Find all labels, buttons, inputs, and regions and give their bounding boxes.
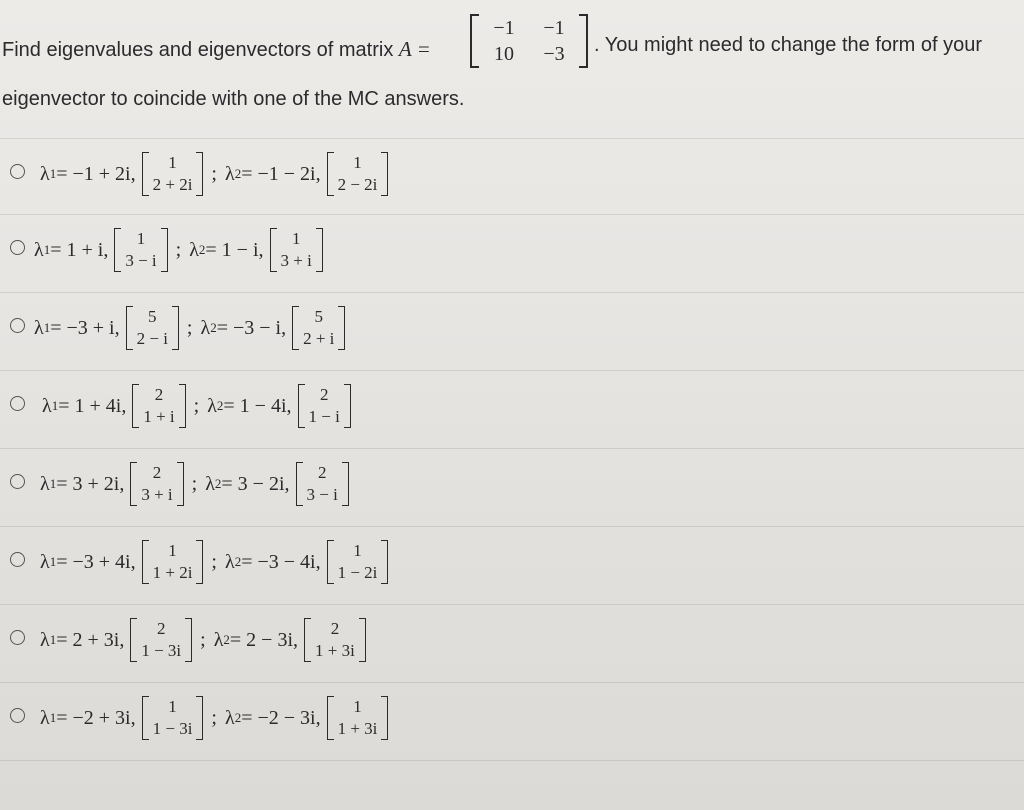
vector-left-bracket: [114, 228, 121, 272]
vector-left-bracket: [142, 696, 149, 740]
vector-right-bracket: [381, 152, 388, 196]
lambda-subscript: 1: [43, 242, 51, 257]
vector-right-bracket: [161, 228, 168, 272]
matrix-cell-22: −3: [543, 43, 565, 65]
eigenvector: [270, 228, 323, 272]
vector-entries: [137, 618, 185, 662]
lambda-symbol: λ: [40, 628, 50, 651]
radio-button[interactable]: [10, 240, 25, 255]
vector-left-bracket: [304, 618, 311, 662]
right-bracket: [579, 14, 588, 68]
question-line2: eigenvector to coincide with one of the MC answers.: [2, 88, 465, 110]
vector-right-bracket: [172, 306, 179, 350]
vector-right-bracket: [177, 462, 184, 506]
lambda-subscript: 1: [49, 166, 57, 181]
eigenvalue-text: = −1 + 2i,: [56, 162, 136, 185]
lambda-subscript: 1: [51, 398, 59, 413]
vector-left-bracket: [126, 306, 133, 350]
eigenvector: [130, 618, 192, 662]
eigenvalue-text: = 3 + 2i,: [56, 472, 125, 495]
vector-right-bracket: [196, 696, 203, 740]
eigenvector: [132, 384, 185, 428]
vector-entry-bottom: 2 − 2i: [337, 175, 378, 194]
vector-entry-bottom: 1 + 3i: [315, 641, 355, 660]
lambda-symbol: λ: [224, 706, 235, 729]
vector-right-bracket: [196, 152, 203, 196]
vector-left-bracket: [327, 696, 334, 740]
vector-entry-top: 1: [168, 153, 177, 172]
vector-entry-top: 2: [317, 463, 327, 482]
vector-entries: [121, 228, 160, 272]
vector-entry-top: 1: [353, 541, 362, 560]
radio-button[interactable]: [10, 318, 25, 333]
radio-button[interactable]: [10, 708, 25, 723]
eigenvector: [292, 306, 345, 350]
option-expression: [40, 152, 394, 196]
eigenvector: [142, 152, 204, 196]
vector-left-bracket: [292, 306, 299, 350]
radio-button[interactable]: [10, 396, 25, 411]
eigenvector: [114, 228, 167, 272]
vector-left-bracket: [327, 152, 334, 196]
lambda-symbol: λ: [40, 706, 50, 729]
option-expression: [40, 462, 355, 506]
separator: ;: [200, 628, 206, 651]
vector-entries: [299, 306, 338, 350]
vector-entries: [303, 462, 342, 506]
vector-entry-bottom: 3 − i: [125, 251, 157, 270]
vector-entry-bottom: 2 + i: [303, 329, 335, 348]
answer-option-4[interactable]: [0, 370, 1024, 448]
lambda-subscript: 2: [234, 166, 242, 181]
vector-right-bracket: [381, 540, 388, 584]
eigenvector: [296, 462, 349, 506]
vector-entries: [149, 540, 197, 584]
option-expression: [34, 228, 329, 272]
answer-option-7[interactable]: [0, 604, 1024, 682]
eigenvalue-text: = −3 + 4i,: [56, 550, 136, 573]
vector-entry-top: 1: [168, 697, 177, 716]
answer-option-1[interactable]: [0, 138, 1024, 216]
separator: ;: [191, 472, 198, 495]
eigenvector: [130, 462, 183, 506]
lambda-subscript: 2: [234, 710, 242, 725]
lambda-symbol: λ: [189, 238, 199, 261]
option-expression: [40, 696, 394, 740]
vector-left-bracket: [142, 152, 149, 196]
vector-entry-bottom: 1 + 3i: [337, 719, 378, 738]
eigenvalue-text: = 1 + i,: [50, 238, 109, 261]
eigenvalue-text: = −2 − 3i,: [241, 706, 321, 729]
vector-entry-bottom: 2 − i: [136, 329, 168, 348]
vector-left-bracket: [327, 540, 334, 584]
vector-left-bracket: [298, 384, 305, 428]
vector-entry-top: 5: [148, 307, 157, 326]
separator: ;: [175, 238, 182, 261]
option-expression: [42, 384, 357, 428]
question-trail: . You might need to change the form of your: [594, 34, 983, 56]
vector-entries: [149, 696, 197, 740]
eigenvalue-text: = −2 + 3i,: [56, 706, 136, 729]
vector-entry-bottom: 3 − i: [306, 485, 338, 504]
eigenvalue-text: = 3 − 2i,: [221, 472, 290, 495]
eigenvector: [142, 696, 204, 740]
vector-entries: [139, 384, 178, 428]
lambda-symbol: λ: [224, 162, 235, 185]
vector-left-bracket: [132, 384, 139, 428]
lambda-symbol: λ: [213, 628, 224, 651]
lambda-symbol: λ: [34, 238, 44, 261]
lambda-subscript: 1: [43, 320, 51, 335]
eigenvector: [142, 540, 204, 584]
vector-entry-top: 2: [152, 463, 162, 482]
eigenvector: [298, 384, 351, 428]
vector-entry-bottom: 1 − 2i: [337, 563, 378, 582]
vector-right-bracket: [381, 696, 388, 740]
vector-entry-bottom: 2 + 2i: [152, 175, 193, 194]
vector-left-bracket: [270, 228, 277, 272]
eigenvector: [327, 540, 389, 584]
lambda-subscript: 2: [198, 242, 206, 257]
matrix-name: A =: [398, 37, 431, 61]
vector-right-bracket: [196, 540, 203, 584]
vector-right-bracket: [342, 462, 349, 506]
separator: ;: [211, 162, 217, 185]
answer-option-6[interactable]: [0, 526, 1024, 604]
matrix-cell-21: 10: [494, 43, 514, 65]
separator: ;: [211, 706, 217, 729]
vector-left-bracket: [130, 618, 137, 662]
lambda-subscript: 2: [216, 398, 224, 413]
lambda-symbol: λ: [40, 472, 50, 495]
lambda-symbol: λ: [205, 472, 215, 495]
left-bracket: [470, 14, 479, 68]
option-expression: [40, 618, 372, 662]
vector-entry-top: 2: [330, 619, 340, 638]
lambda-subscript: 1: [49, 554, 57, 569]
separator: ;: [211, 550, 217, 573]
answer-option-2[interactable]: [0, 214, 1024, 292]
lambda-subscript: 2: [210, 320, 217, 335]
eigenvector: [126, 306, 179, 350]
separator: ;: [186, 316, 193, 339]
vector-entry-bottom: 1 − 3i: [152, 719, 193, 738]
vector-entry-top: 2: [154, 385, 164, 404]
radio-button[interactable]: [10, 630, 25, 645]
radio-button[interactable]: [10, 552, 25, 567]
vector-left-bracket: [296, 462, 303, 506]
lambda-subscript: 2: [223, 632, 230, 647]
radio-button[interactable]: [10, 164, 25, 179]
eigenvalue-text: = 1 + 4i,: [58, 394, 127, 417]
vector-entry-top: 1: [353, 153, 362, 172]
vector-entry-bottom: 3 + i: [141, 485, 173, 504]
eigenvalue-text: = 2 − 3i,: [229, 628, 299, 651]
eigenvalue-text: = 2 + 3i,: [56, 628, 125, 651]
vector-entry-top: 5: [314, 307, 323, 326]
answer-option-8[interactable]: [0, 682, 1024, 760]
vector-entry-bottom: 1 − i: [308, 407, 340, 426]
lambda-symbol: λ: [207, 394, 217, 417]
matrix-cell-11: −1: [493, 17, 515, 39]
lambda-symbol: λ: [224, 550, 235, 573]
radio-button[interactable]: [10, 474, 25, 489]
vector-right-bracket: [344, 384, 351, 428]
eigenvalue-text: = −3 + i,: [50, 316, 120, 339]
question-lead: Find eigenvalues and eigenvectors of matrix: [2, 39, 399, 61]
answer-option-3[interactable]: [0, 292, 1024, 370]
eigenvalue-text: = 1 − 4i,: [223, 394, 292, 417]
eigenvalue-text: = 1 − i,: [205, 238, 264, 261]
option-divider: [0, 760, 1024, 761]
vector-entry-top: 1: [136, 229, 146, 248]
vector-entries: [334, 152, 382, 196]
question-text: [2, 14, 1012, 110]
vector-entry-top: 1: [353, 697, 362, 716]
lambda-symbol: λ: [40, 550, 50, 573]
vector-entry-top: 2: [156, 619, 166, 638]
vector-entries: [311, 618, 359, 662]
lambda-symbol: λ: [200, 316, 211, 339]
separator: ;: [193, 394, 200, 417]
lambda-symbol: λ: [42, 394, 52, 417]
vector-entries: [334, 696, 382, 740]
eigenvalue-text: = −1 − 2i,: [241, 162, 321, 185]
vector-right-bracket: [179, 384, 186, 428]
vector-entries: [305, 384, 344, 428]
answer-option-5[interactable]: [0, 448, 1024, 526]
vector-left-bracket: [142, 540, 149, 584]
vector-entries: [277, 228, 316, 272]
vector-entry-top: 1: [168, 541, 177, 560]
option-expression: [40, 540, 394, 584]
lambda-subscript: 1: [49, 476, 57, 491]
vector-entry-bottom: 3 + i: [280, 251, 312, 270]
vector-entry-top: 2: [319, 385, 329, 404]
vector-entries: [334, 540, 382, 584]
vector-right-bracket: [185, 618, 192, 662]
vector-entries: [133, 306, 172, 350]
vector-entry-bottom: 1 + i: [143, 407, 175, 426]
lambda-subscript: 2: [214, 476, 222, 491]
lambda-symbol: λ: [34, 316, 44, 339]
matrix-a: [470, 14, 588, 75]
vector-entry-bottom: 1 + 2i: [152, 563, 193, 582]
vector-right-bracket: [316, 228, 323, 272]
vector-right-bracket: [338, 306, 345, 350]
eigenvalue-text: = −3 − 4i,: [241, 550, 321, 573]
vector-entries: [137, 462, 176, 506]
eigenvalue-text: = −3 − i,: [216, 316, 287, 339]
vector-entry-bottom: 1 − 3i: [141, 641, 182, 660]
eigenvector: [304, 618, 366, 662]
eigenvector: [327, 696, 389, 740]
vector-right-bracket: [359, 618, 366, 662]
lambda-subscript: 1: [49, 710, 57, 725]
lambda-symbol: λ: [40, 162, 50, 185]
vector-entries: [149, 152, 197, 196]
matrix-cell-12: −1: [543, 17, 565, 39]
option-expression: [34, 306, 351, 350]
lambda-subscript: 1: [49, 632, 57, 647]
vector-left-bracket: [130, 462, 137, 506]
eigenvector: [327, 152, 389, 196]
vector-entry-top: 1: [291, 229, 301, 248]
lambda-subscript: 2: [234, 554, 242, 569]
